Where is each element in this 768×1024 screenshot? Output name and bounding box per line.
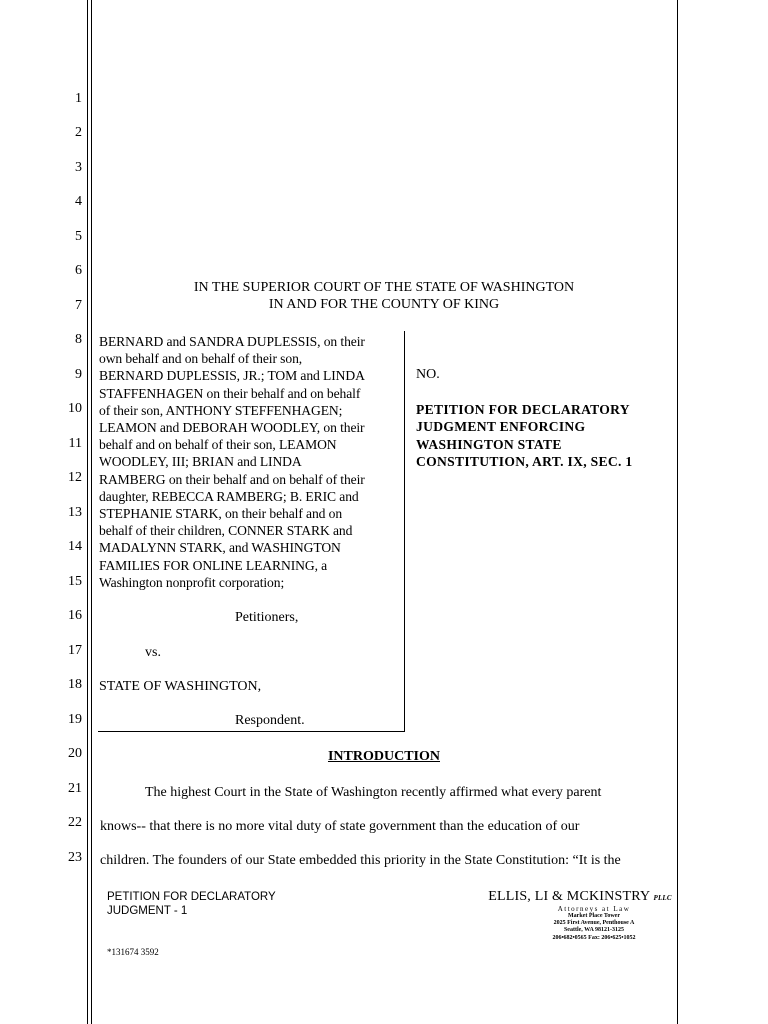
party-line: BERNARD DUPLESSIS, JR.; TOM and LINDA bbox=[99, 368, 365, 384]
line-number: 19 bbox=[68, 712, 82, 727]
party-line: MADALYNN STARK, and WASHINGTON bbox=[99, 540, 341, 556]
petition-title bbox=[416, 401, 666, 471]
petition-title-line: WASHINGTON STATE bbox=[416, 436, 562, 452]
party-line: behalf of their children, CONNER STARK and bbox=[99, 523, 353, 539]
firm-name bbox=[482, 889, 678, 905]
line-number: 9 bbox=[75, 367, 82, 382]
party-line: STAFFENHAGEN on their behalf and on behalf bbox=[99, 385, 361, 401]
line-number: 11 bbox=[68, 436, 82, 451]
party-line: FAMILIES FOR ONLINE LEARNING, a bbox=[99, 557, 328, 573]
party-line: BERNARD and SANDRA DUPLESSIS, on their bbox=[99, 334, 365, 349]
right-margin-rule bbox=[677, 0, 678, 1024]
line-number: 8 bbox=[75, 332, 82, 347]
firm-address-line: Market Place Tower bbox=[568, 913, 620, 919]
line-number: 22 bbox=[68, 815, 82, 830]
firm-address-line: Seattle, WA 98121-3125 bbox=[563, 927, 625, 934]
case-number-label: NO. bbox=[416, 367, 440, 382]
party-line: RAMBERG on their behalf and on behalf of their bbox=[99, 471, 365, 487]
petition-title-line: CONSTITUTION, ART. IX, SEC. 1 bbox=[416, 454, 633, 470]
line-number: 10 bbox=[68, 401, 82, 416]
firm-suffix: PLLC bbox=[653, 894, 672, 902]
respondent-label: Respondent. bbox=[235, 713, 305, 728]
line-number: 3 bbox=[75, 160, 82, 175]
line-number: 18 bbox=[68, 677, 82, 692]
versus-label: vs. bbox=[145, 645, 161, 660]
line-number: 2 bbox=[75, 125, 82, 140]
line-number: 4 bbox=[75, 194, 82, 209]
petition-title-line: JUDGMENT ENFORCING bbox=[416, 419, 586, 435]
respondent-name: STATE OF WASHINGTON, bbox=[99, 679, 262, 694]
line-number: 17 bbox=[68, 643, 82, 658]
footer-document-title bbox=[107, 890, 276, 918]
petitioners-label: Petitioners, bbox=[235, 610, 299, 625]
body-text-line: knows-- that there is no more vital duty of state government than the education of our bbox=[100, 819, 580, 834]
body-text-line: The highest Court in the State of Washington recently affirmed what every parent bbox=[145, 785, 602, 800]
party-line: STEPHANIE STARK, on their behalf and on bbox=[99, 506, 343, 522]
left-margin-rule-inner bbox=[91, 0, 92, 1024]
firm-address bbox=[496, 913, 692, 942]
line-number: 13 bbox=[68, 505, 82, 520]
firm-name-text: ELLIS, LI & MCKINSTRY bbox=[488, 889, 650, 904]
body-text-line: children. The founders of our State embedded this priority in the State Constitution: “It is the bbox=[100, 853, 621, 868]
line-number: 7 bbox=[75, 298, 82, 313]
party-line: of their son, ANTHONY STEFFENHAGEN; bbox=[99, 402, 343, 418]
line-number: 12 bbox=[68, 470, 82, 485]
line-number: 5 bbox=[75, 229, 82, 244]
footer-document-code: *131674 3592 bbox=[107, 947, 159, 957]
party-line: WOODLEY, III; BRIAN and LINDA bbox=[99, 454, 302, 470]
firm-address-line: 206•682•0565 Fax: 206•625•1052 bbox=[552, 934, 636, 941]
line-number: 21 bbox=[68, 781, 82, 796]
law-firm-block bbox=[470, 889, 672, 942]
footer-title-line: JUDGMENT - 1 bbox=[107, 905, 188, 917]
county-heading: IN AND FOR THE COUNTY OF KING bbox=[268, 297, 500, 312]
line-number: 14 bbox=[68, 539, 82, 554]
introduction-heading: INTRODUCTION bbox=[327, 749, 440, 764]
line-number: 6 bbox=[75, 263, 82, 278]
firm-address-line: 2025 First Avenue, Penthouse A bbox=[553, 920, 635, 927]
party-line: own behalf and on behalf of their son, bbox=[99, 351, 303, 367]
petition-title-line: PETITION FOR DECLARATORY bbox=[416, 402, 630, 417]
line-number: 1 bbox=[75, 91, 82, 106]
left-margin-rule bbox=[87, 0, 88, 1024]
court-name-heading: IN THE SUPERIOR COURT OF THE STATE OF WASHINGTON bbox=[193, 280, 575, 295]
party-line: behalf and on behalf of their son, LEAMON bbox=[99, 437, 337, 453]
party-line: Washington nonprofit corporation; bbox=[99, 574, 285, 590]
line-number: 20 bbox=[68, 746, 82, 761]
firm-subtitle: Attorneys at Law bbox=[557, 905, 631, 913]
party-line: daughter, REBECCA RAMBERG; B. ERIC and bbox=[99, 488, 359, 504]
line-number: 23 bbox=[68, 850, 82, 865]
line-number: 16 bbox=[68, 608, 82, 623]
petitioners-party-list bbox=[99, 333, 404, 591]
footer-title-line: PETITION FOR DECLARATORY bbox=[107, 891, 276, 903]
line-number: 15 bbox=[68, 574, 82, 589]
party-line: LEAMON and DEBORAH WOODLEY, on their bbox=[99, 420, 365, 436]
